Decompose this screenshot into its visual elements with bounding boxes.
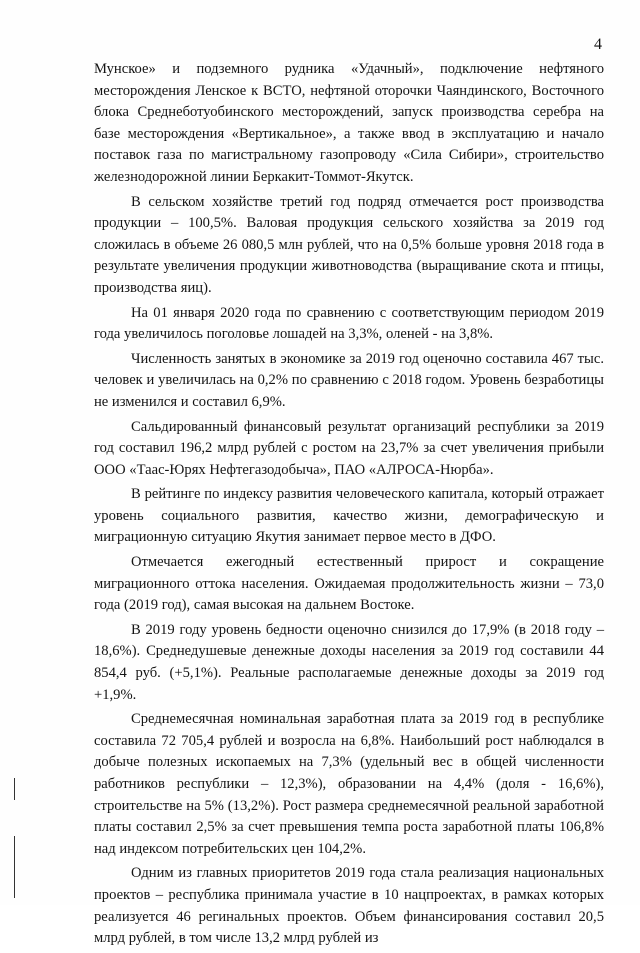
margin-scan-mark [14,778,15,800]
paragraph: Сальдированный финансовый результат организаций республики за 2019 год составил 196,2 млрд рублей с ростом на 23,7% за счет увеличения прибыли ООО «Таас-Юрях Нефтегазодобыча», ПАО «АЛРОСА-Нюрба». [94,418,604,478]
paragraph: Мунское» и подземного рудника «Удачный», подключение нефтяного месторождения Ленское к ВСТО, нефтяной оторочки Чаяндинского, Восточного блока Среднеботуобинского месторождений, запуск производства серебра на базе месторождения «Вертикальное», а также ввод в эксплуатацию и начало поставок газа по магистральному газопроводу «Сила Сибири», строительство железнодорожной линии Беркакит-Томмот-Якутск. [94,61,604,185]
paragraph: В рейтинге по индексу развития человеческого капитала, который отражает уровень социального развития, качество жизни, демографическую и миграционную ситуацию Якутия занимает первое место в ДФО. [94,486,604,546]
paragraph: Численность занятых в экономике за 2019 год оценочно составила 467 тыс. человек и увеличилась на 0,2% по сравнению с 2018 годом. Уровень безработицы не изменился и составил 6,9%. [94,350,604,410]
paragraph: В сельском хозяйстве третий год подряд отмечается рост производства продукции – 100,5%. Валовая продукция сельского хозяйства за 2019 год сложилась в объеме 26 080,5 млн рублей, что на 0,5% больше уровня 2018 года в результате увеличения продукции животноводства (выращивание скота и птицы, производства яиц). [94,193,604,296]
paragraph: Отмечается ежегодный естественный прирост и сокращение миграционного оттока населения. Ожидаемая продолжительность жизни – 73,0 года (2019 год), самая высокая на дальнем Востоке. [94,554,604,614]
body-text [94,59,604,953]
paragraph: На 01 января 2020 года по сравнению с соответствующим периодом 2019 года увеличилось поголовье лошадей на 3,3%, оленей - на 3,8%. [94,304,604,343]
paragraph: Среднемесячная номинальная заработная плата за 2019 год в республике составила 72 705,4 рублей и возросла на 6,8%. Наибольший рост наблюдался в добыче полезных ископаемых на 7,3% (удельный вес в общей численности работников республики – 12,3%), образовании на 4,4% (доля - 16,6%), строительстве на 5% (13,2%). Рост размера среднемесячной реальной заработной платы составил 2,5% за счет превышения темпа роста заработной платы 106,8% над индексом потребительских цен 104,2%. [94,711,604,857]
paragraph: В 2019 году уровень бедности оценочно снизился до 17,9% (в 2018 году – 18,6%). Среднедушевые денежные доходы населения за 2019 год составили 44 854,4 руб. (+5,1%). Реальные располагаемые денежные доходы за 2019 год +1,9%. [94,621,604,703]
paragraph: Одним из главных приоритетов 2019 года стала реализация национальных проектов – республика принимала участие в 10 нацпроектах, в рамках которых реализуется 46 регинальных проектов. Объем финансирования составил 20,5 млрд рублей, в том числе 13,2 млрд рублей из [94,865,604,947]
page-number: 4 [594,36,602,53]
margin-scan-mark [14,836,15,898]
